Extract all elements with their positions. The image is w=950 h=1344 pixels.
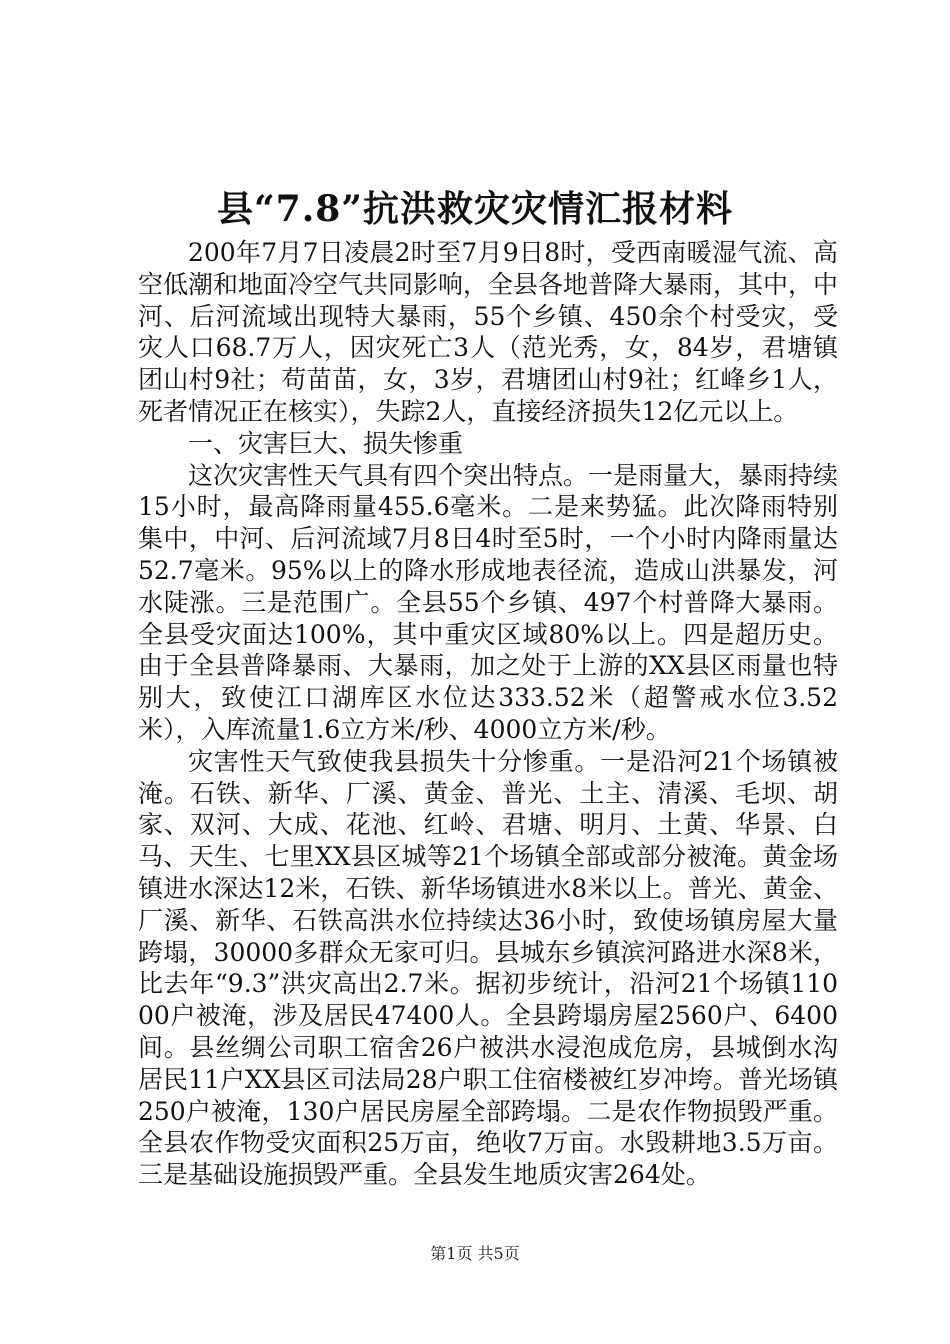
document-body	[138, 237, 838, 1191]
paragraph-losses: 灾害性天气致使我县损失十分惨重。一是沿河21个场镇被淹。石铁、新华、厂溪、黄金、普光、土主、清溪、毛坝、胡家、双河、大成、花池、红岭、君塘、明月、土黄、华景、白马、天生、七里XX县区城等21个场镇全部或部分被淹。黄金场镇进水深达12米，石铁、新华场镇进水8米以上。普光、黄金、厂溪、新华、石铁高洪水位持续达36小时，致使场镇房屋大量跨塌，30000多群众无家可归。县城东乡镇滨河路进水深8米，比去年“9.3”洪灾高出2.7米。据初步统计，沿河21个场镇11000户被淹，涉及居民47400人。全县跨塌房屋2560户、6400间。县丝绸公司职工宿舍26户被洪水浸泡成危房，县城倒水沟居民11户XX县区司法局28户职工住宿楼被红岁冲垮。普光场镇250户被淹，130户居民房屋全部跨塌。二是农作物损毁严重。全县农作物受灾面积25万亩，绝收7万亩。水毁耕地3.5万亩。三是基础设施损毁严重。全县发生地质灾害264处。	[138, 746, 838, 1190]
section-heading-1: 一、灾害巨大、损失惨重	[188, 428, 464, 458]
document-title: 县“7.8”抗洪救灾灾情汇报材料	[216, 188, 734, 230]
paragraph-intro: 200年7月7日凌晨2时至7月9日8时，受西南暖湿气流、高空低潮和地面冷空气共同影响，全县各地普降大暴雨，其中，中河、后河流域出现特大暴雨，55个乡镇、450余个村受灾，受灾人口68.7万人，因灾死亡3人（范光秀，女，84岁，君塘镇团山村9社；苟苗苗，女，3岁，君塘团山村9社；红峰乡1人，死者情况正在核实），失踪2人，直接经济损失12亿元以上。	[138, 238, 839, 426]
paragraph-characteristics: 这次灾害性天气具有四个突出特点。一是雨量大，暴雨持续15小时，最高降雨量455.6毫米。二是来势猛。此次降雨特别集中，中河、后河流域7月8日4时至5时，一个小时内降雨量达52.7毫米。95%以上的降水形成地表径流，造成山洪暴发，河水陡涨。三是范围广。全县55个乡镇、497个村普降大暴雨。全县受灾面达100%，其中重灾区域80%以上。四是超历史。由于全县普降暴雨、大暴雨，加之处于上游的XX县区雨量也特别大，致使江口湖库区水位达333.52米（超警戒水位3.52米），入库流量1.6立方米/秒、4000立方米/秒。	[138, 460, 839, 744]
page-footer: 第1页 共5页	[430, 1244, 520, 1263]
